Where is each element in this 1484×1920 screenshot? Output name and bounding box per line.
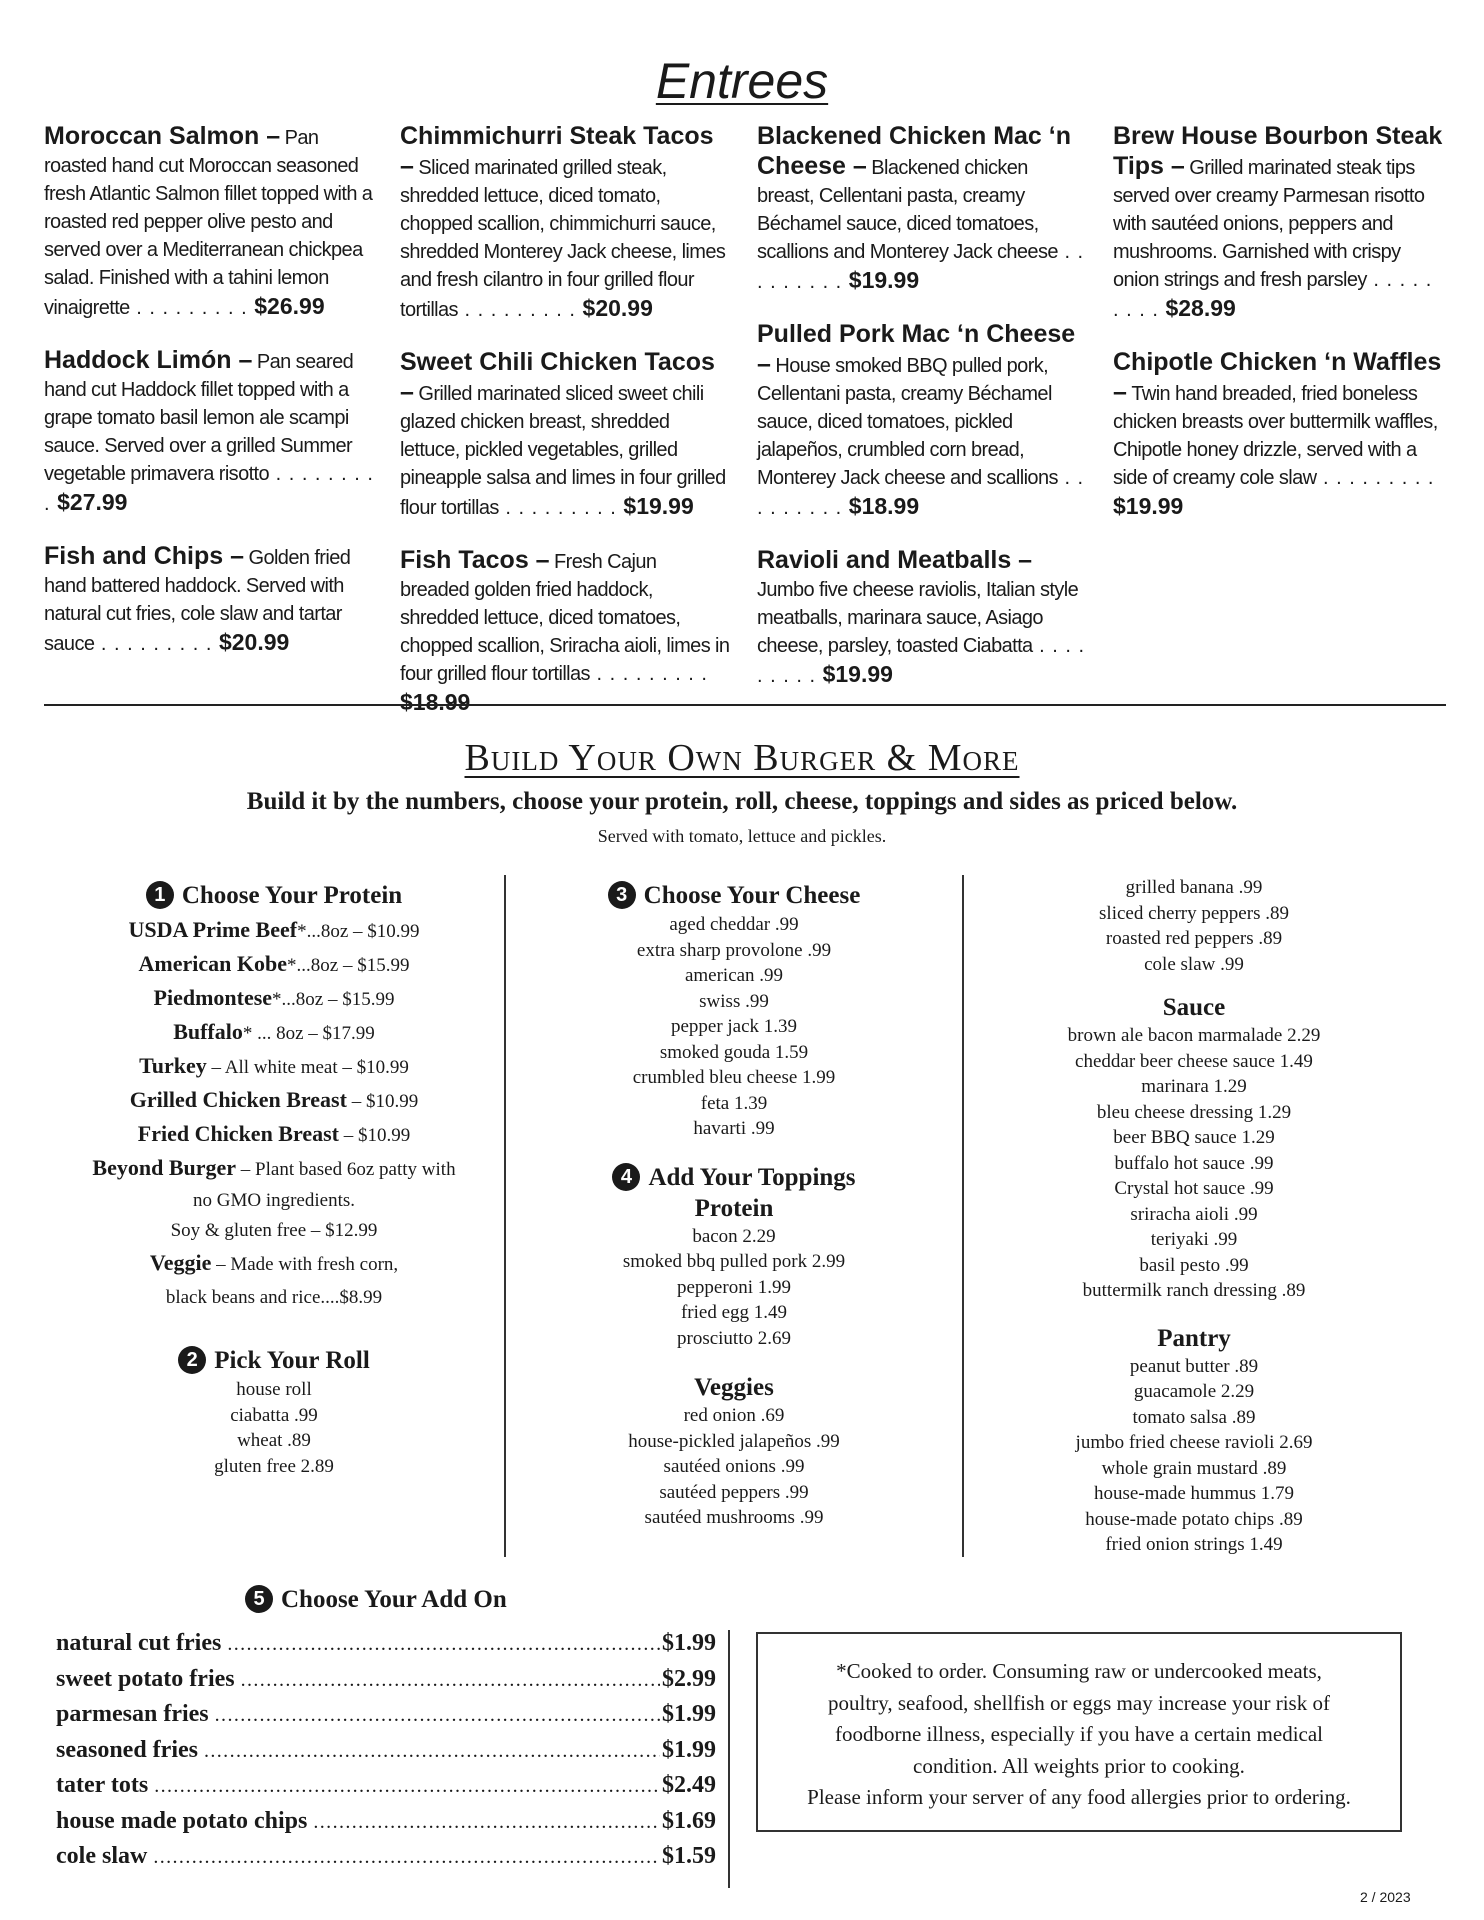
addon-price: $2.99 bbox=[662, 1665, 716, 1692]
protein-name: Fried Chicken Breast bbox=[137, 1121, 339, 1146]
veggie-item: red onion .69 bbox=[683, 1405, 785, 1426]
protein-line: Soy & gluten free – $12.99 bbox=[170, 1220, 378, 1241]
sauce-item: buttermilk ranch dressing .89 bbox=[1082, 1280, 1306, 1301]
entree-price: $18.99 bbox=[848, 493, 920, 519]
veggie-item: roasted red peppers .89 bbox=[1105, 928, 1283, 949]
pantry-list bbox=[964, 1354, 1424, 1558]
pantry-item: peanut butter .89 bbox=[1129, 1355, 1259, 1377]
cheese-item: feta 1.39 bbox=[700, 1092, 768, 1114]
sauce-item: teriyaki .99 bbox=[1150, 1229, 1238, 1250]
sauce-item: marinara 1.29 bbox=[1141, 1076, 1247, 1097]
entree-name: Fish Tacos – bbox=[400, 546, 550, 574]
protein-detail: – $10.99 bbox=[346, 1091, 419, 1112]
addon-item bbox=[56, 1630, 716, 1666]
addon-name: cole slaw bbox=[56, 1843, 148, 1869]
cheese-item: havarti .99 bbox=[693, 1118, 775, 1139]
topping-protein-item: prosciutto 2.69 bbox=[677, 1327, 791, 1349]
entree-price: $19.99 bbox=[848, 267, 920, 293]
entree-price: $18.99 bbox=[400, 689, 471, 715]
disclaimer-line: poultry, seafood, shellfish or eggs may increase your risk of bbox=[828, 1690, 1330, 1715]
dot-leader bbox=[204, 1740, 660, 1763]
veggies-list-continued bbox=[964, 875, 1424, 977]
dot-leader: . . . . . . . . . bbox=[129, 297, 255, 319]
addon-name: seasoned fries bbox=[56, 1736, 198, 1763]
dot-leader bbox=[154, 1775, 660, 1798]
protein-name: USDA Prime Beef bbox=[128, 917, 298, 942]
cheese-item: american .99 bbox=[684, 965, 784, 986]
protein-item bbox=[44, 1118, 504, 1152]
addon-name: sweet potato fries bbox=[56, 1665, 235, 1692]
entree-name: Blackened Chicken Mac ‘n Cheese – bbox=[757, 122, 1072, 180]
dot-leader: . . . . . . . . . bbox=[757, 241, 1085, 293]
entree-item bbox=[1113, 123, 1443, 325]
sauce-list bbox=[964, 1023, 1424, 1304]
addon-price: $1.59 bbox=[662, 1843, 716, 1869]
veggies-list bbox=[506, 1403, 962, 1531]
toppings-heading: 4 Add Your Toppings bbox=[506, 1162, 962, 1194]
entree-column bbox=[400, 123, 730, 743]
entree-item bbox=[44, 123, 374, 323]
date-code: 2 / 2023 bbox=[1360, 1889, 1411, 1905]
byo-title: Build Your Own Burger & More bbox=[464, 737, 1020, 779]
pantry-item: house-made hummus 1.79 bbox=[1093, 1483, 1294, 1504]
protein-line: Veggie – Made with fresh corn, bbox=[149, 1250, 399, 1275]
entree-description: Pan roasted hand cut Moroccan seasoned fresh Atlantic Salmon fillet topped with a roasted red pepper olive pesto and served over a Mediterranean chickpea salad. Finished with a tahini lemon vinaigrette bbox=[44, 127, 373, 319]
protein-line: no GMO ingredients. bbox=[192, 1190, 355, 1211]
addon-item bbox=[56, 1843, 716, 1879]
veggie-item: sautéed mushrooms .99 bbox=[644, 1507, 824, 1528]
entree-name: Moroccan Salmon – bbox=[44, 122, 281, 150]
protein-column bbox=[44, 880, 504, 1479]
protein-item bbox=[44, 1016, 504, 1050]
protein-item bbox=[44, 982, 504, 1016]
topping-protein-item: bacon 2.29 bbox=[692, 1225, 776, 1247]
protein-detail: – $10.99 bbox=[339, 1125, 411, 1146]
dot-leader bbox=[153, 1846, 660, 1869]
disclaimer-box bbox=[756, 1632, 1402, 1832]
pantry-item: guacamole 2.29 bbox=[1133, 1381, 1255, 1402]
entree-price: $27.99 bbox=[57, 489, 128, 515]
entree-item bbox=[400, 123, 730, 325]
entree-price: $26.99 bbox=[254, 293, 325, 319]
veggies-heading: Veggies bbox=[694, 1374, 774, 1401]
roll-item: gluten free 2.89 bbox=[214, 1455, 334, 1477]
byo-subtitle: Build it by the numbers, choose your protein, roll, cheese, toppings and sides as priced below. bbox=[246, 788, 1238, 815]
roll-item: house roll bbox=[236, 1379, 312, 1400]
addon-item bbox=[56, 1701, 716, 1737]
entree-description: Sliced marinated grilled steak, shredded lettuce, diced tomato, chopped scallion, chimmichurri sauce, shredded Monterey Jack cheese, limes and fresh cilantro in four grilled flour tortillas bbox=[400, 157, 726, 321]
step-number-icon: 3 bbox=[608, 881, 636, 909]
entree-name: Chimmichurri Steak Tacos – bbox=[400, 122, 714, 180]
roll-item: wheat .89 bbox=[237, 1430, 311, 1451]
toppings-column bbox=[964, 875, 1424, 1558]
entree-description: House smoked BBQ pulled pork, Cellentani pasta, creamy Béchamel sauce, diced tomatoes, pickled jalapeños, crumbled corn bread, Monterey Jack cheese and scallions bbox=[757, 355, 1058, 489]
addon-heading: 5 Choose Your Add On bbox=[245, 1584, 507, 1616]
sauce-item: Crystal hot sauce .99 bbox=[1114, 1178, 1274, 1199]
protein-heading: 1 Choose Your Protein bbox=[44, 880, 504, 912]
protein-list bbox=[44, 914, 504, 1186]
entree-description: Fresh Cajun breaded golden fried haddock, shredded lettuce, diced tomatoes, chopped scallion, Sriracha aioli, limes in four grilled flour tortillas bbox=[400, 551, 730, 685]
addon-price: $1.99 bbox=[662, 1630, 716, 1656]
pantry-item: jumbo fried cheese ravioli 2.69 bbox=[1075, 1432, 1313, 1453]
addon-price: $1.99 bbox=[662, 1736, 716, 1763]
section-divider bbox=[44, 704, 1446, 706]
disclaimer-line: foodborne illness, especially if you have a certain medical bbox=[834, 1722, 1324, 1746]
entree-description: Jumbo five cheese raviolis, Italian style meatballs, marinara sauce, Asiago cheese, parsley, toasted Ciabatta bbox=[757, 579, 1079, 657]
entree-description: Twin hand breaded, fried boneless chicken breasts over buttermilk waffles, Chipotle honey drizzle, served with a side of creamy cole slaw bbox=[1113, 383, 1438, 489]
topping-protein-item: smoked bbq pulled pork 2.99 bbox=[622, 1251, 846, 1272]
protein-name: Buffalo bbox=[173, 1019, 243, 1044]
roll-item: ciabatta .99 bbox=[230, 1404, 318, 1426]
pantry-item: whole grain mustard .89 bbox=[1101, 1457, 1287, 1479]
entree-price: $28.99 bbox=[1165, 295, 1236, 321]
protein-item bbox=[44, 1050, 504, 1084]
protein-detail: *...8oz – $15.99 bbox=[272, 989, 395, 1010]
protein-detail: – All white meat – $10.99 bbox=[206, 1057, 409, 1078]
dot-leader bbox=[227, 1633, 660, 1656]
protein-name: American Kobe bbox=[138, 951, 288, 976]
entree-price: $20.99 bbox=[218, 629, 290, 655]
entree-name: Brew House Bourbon Steak Tips – bbox=[1113, 122, 1443, 180]
protein-item bbox=[44, 1084, 504, 1118]
entree-item bbox=[1113, 349, 1443, 523]
addon-list bbox=[56, 1630, 716, 1879]
toppings-protein-heading: Protein bbox=[694, 1194, 774, 1222]
sauce-item: brown ale bacon marmalade 2.29 bbox=[1067, 1025, 1321, 1046]
cheese-heading: 3 Choose Your Cheese bbox=[506, 880, 962, 912]
veggie-item: sliced cherry peppers .89 bbox=[1099, 902, 1289, 924]
protein-name: Turkey bbox=[139, 1053, 207, 1078]
addon-price: $1.99 bbox=[662, 1701, 716, 1727]
protein-name: Piedmontese bbox=[153, 985, 273, 1010]
cheese-item: crumbled bleu cheese 1.99 bbox=[632, 1067, 836, 1088]
byo-note: Served with tomato, lettuce and pickles. bbox=[597, 826, 887, 846]
entree-price: $19.99 bbox=[822, 661, 893, 687]
protein-item bbox=[44, 948, 504, 982]
step-number-icon: 4 bbox=[612, 1163, 640, 1191]
addon-price: $1.69 bbox=[662, 1807, 716, 1834]
veggie-item: sautéed peppers .99 bbox=[659, 1481, 809, 1503]
step-number-icon: 1 bbox=[146, 881, 174, 909]
topping-protein-item: fried egg 1.49 bbox=[680, 1302, 788, 1323]
entree-item bbox=[44, 543, 374, 659]
entree-item bbox=[757, 123, 1087, 297]
cheese-item: smoked gouda 1.59 bbox=[659, 1041, 809, 1063]
entree-description: Grilled marinated sliced sweet chili glazed chicken breast, shredded lettuce, pickled vegetables, grilled pineapple salsa and limes in four grilled flour tortillas bbox=[400, 383, 726, 519]
entree-column bbox=[757, 123, 1087, 715]
entree-description: Pan seared hand cut Haddock fillet topped with a grape tomato basil lemon ale scampi sauce. Served over a grilled Summer vegetable primavera risotto bbox=[44, 351, 354, 485]
cheese-list bbox=[506, 912, 962, 1142]
sauce-item: beer BBQ sauce 1.29 bbox=[1113, 1127, 1275, 1148]
dot-leader: . . . . . . . . . bbox=[589, 663, 708, 685]
protein-detail: – Plant based 6oz patty with bbox=[236, 1159, 456, 1180]
sauce-item: buffalo hot sauce .99 bbox=[1114, 1152, 1274, 1174]
cheese-column bbox=[506, 880, 962, 1531]
sauce-heading: Sauce bbox=[1162, 994, 1226, 1021]
dot-leader bbox=[215, 1704, 660, 1727]
entree-name: Haddock Limón – bbox=[44, 346, 253, 374]
addon-name: house made potato chips bbox=[56, 1807, 308, 1834]
dot-leader: . . . . . . . . . bbox=[94, 633, 219, 655]
pantry-heading: Pantry bbox=[1157, 1324, 1231, 1352]
sauce-item: sriracha aioli .99 bbox=[1130, 1203, 1258, 1225]
entree-price: $19.99 bbox=[623, 493, 694, 519]
dot-leader bbox=[313, 1811, 660, 1834]
veggie-item: cole slaw .99 bbox=[1144, 953, 1244, 975]
step-number-icon: 2 bbox=[178, 1346, 206, 1374]
dot-leader: . . . . . . . . . bbox=[1316, 467, 1435, 489]
entree-item bbox=[400, 349, 730, 523]
protein-detail: *...8oz – $15.99 bbox=[287, 955, 410, 976]
dot-leader: . . . . . . . . . bbox=[457, 299, 583, 321]
disclaimer-line: *Cooked to order. Consuming raw or undercooked meats, bbox=[836, 1659, 1322, 1683]
entree-description: Blackened chicken breast, Cellentani pasta, creamy Béchamel sauce, diced tomatoes, scallions and Monterey Jack cheese bbox=[757, 157, 1058, 263]
entree-column bbox=[44, 123, 374, 683]
cheese-item: pepper jack 1.39 bbox=[670, 1016, 798, 1037]
column-divider bbox=[728, 1630, 730, 1888]
roll-heading: 2 Pick Your Roll bbox=[44, 1345, 504, 1377]
entree-name: Pulled Pork Mac ‘n Cheese – bbox=[757, 320, 1076, 378]
protein-item bbox=[44, 914, 504, 948]
addon-name: tater tots bbox=[56, 1772, 149, 1798]
disclaimer-line: condition. All weights prior to cooking. bbox=[913, 1753, 1245, 1778]
topping-protein-item: pepperoni 1.99 bbox=[677, 1276, 791, 1298]
addon-item bbox=[56, 1808, 716, 1844]
veggie-item: grilled banana .99 bbox=[1125, 877, 1263, 898]
entree-description: Grilled marinated steak tips served over creamy Parmesan risotto with sautéed onions, peppers and mushrooms. Garnished with crispy onion strings and fresh parsley bbox=[1113, 157, 1425, 291]
pantry-item: house-made potato chips .89 bbox=[1085, 1508, 1303, 1530]
sauce-item: basil pesto .99 bbox=[1139, 1254, 1249, 1276]
cheese-item: aged cheddar .99 bbox=[669, 914, 799, 935]
addon-name: parmesan fries bbox=[56, 1701, 209, 1727]
entree-name: Fish and Chips – bbox=[44, 542, 245, 570]
dot-leader bbox=[241, 1669, 660, 1692]
veggie-item: house-pickled jalapeños .99 bbox=[628, 1430, 840, 1452]
entree-name: Sweet Chili Chicken Tacos – bbox=[400, 348, 715, 406]
sauce-item: cheddar beer cheese sauce 1.49 bbox=[1075, 1050, 1313, 1072]
entrees-title: Entrees bbox=[655, 53, 829, 109]
entree-name: Ravioli and Meatballs – bbox=[757, 546, 1033, 574]
cheese-item: swiss .99 bbox=[699, 990, 769, 1012]
entree-description: Golden fried hand battered haddock. Served with natural cut fries, cole slaw and tartar sauce bbox=[44, 547, 351, 655]
entree-item bbox=[757, 547, 1087, 691]
entree-item bbox=[757, 321, 1087, 523]
pantry-item: tomato salsa .89 bbox=[1132, 1406, 1256, 1428]
veggie-item: sautéed onions .99 bbox=[663, 1456, 805, 1477]
dot-leader: . . . . . . . . . bbox=[757, 635, 1086, 687]
addon-item bbox=[56, 1737, 716, 1773]
protein-name: Beyond Burger bbox=[92, 1155, 237, 1180]
addon-price: $2.49 bbox=[662, 1772, 716, 1798]
cheese-item: extra sharp provolone .99 bbox=[636, 939, 832, 961]
pantry-item: fried onion strings 1.49 bbox=[1105, 1534, 1283, 1555]
dot-leader: . . . . . . . . . bbox=[1113, 269, 1433, 321]
protein-item bbox=[44, 1152, 504, 1186]
entree-column bbox=[1113, 123, 1443, 547]
addon-name: natural cut fries bbox=[56, 1630, 222, 1656]
dot-leader: . . . . . . . . . bbox=[757, 467, 1085, 519]
entree-item bbox=[400, 547, 730, 719]
addon-item bbox=[56, 1666, 716, 1702]
protein-line: black beans and rice....$8.99 bbox=[165, 1287, 383, 1308]
protein-name: Grilled Chicken Breast bbox=[129, 1087, 347, 1112]
entree-name: Chipotle Chicken ‘n Waffles – bbox=[1113, 348, 1442, 406]
disclaimer-line: Please inform your server of any food allergies prior to ordering. bbox=[807, 1785, 1351, 1809]
entree-item bbox=[44, 347, 374, 519]
entree-price: $19.99 bbox=[1113, 493, 1184, 519]
entree-price: $20.99 bbox=[582, 295, 653, 321]
toppings-protein-list bbox=[506, 1224, 962, 1352]
protein-detail: *...8oz – $10.99 bbox=[297, 921, 420, 942]
protein-detail: * ... 8oz – $17.99 bbox=[242, 1023, 375, 1044]
dot-leader: . . . . . . . . . bbox=[44, 463, 374, 515]
dot-leader: . . . . . . . . . bbox=[498, 497, 624, 519]
addon-item bbox=[56, 1772, 716, 1808]
step-number-icon: 5 bbox=[245, 1585, 273, 1613]
sauce-item: bleu cheese dressing 1.29 bbox=[1096, 1101, 1292, 1123]
roll-list bbox=[44, 1377, 504, 1479]
